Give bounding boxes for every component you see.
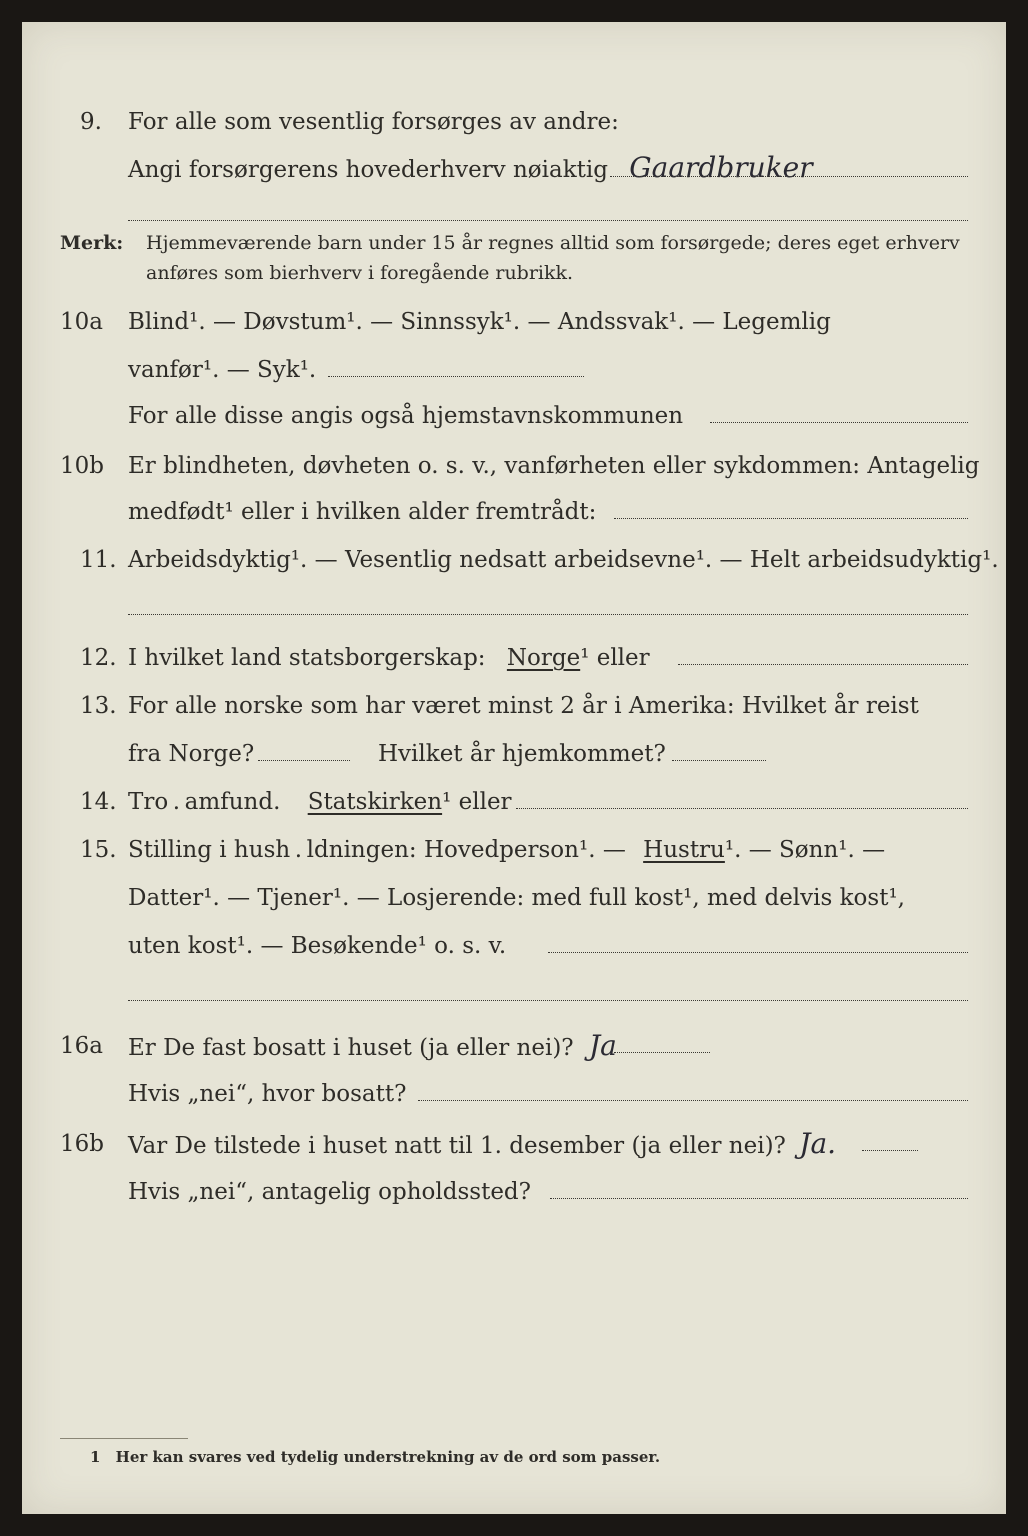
question-number: 13. <box>80 693 117 719</box>
question-text: Var De tilstede i huset natt til 1. desember (ja eller nei)? <box>128 1133 786 1159</box>
footnote-text: Her kan svares ved tydelig understrekning av de ord som passer. <box>115 1448 661 1466</box>
handwritten-answer[interactable]: Ja <box>588 1029 617 1062</box>
answer-line <box>128 614 968 615</box>
question-number: 10a <box>60 309 103 335</box>
question-number: 9. <box>80 109 102 135</box>
question-text: Hvis „nei“, hvor bosatt? <box>128 1081 407 1107</box>
note-text: anføres som bierhverv i foregående rubrikk. <box>146 262 574 284</box>
question-text: ¹ eller <box>442 789 512 815</box>
question-text: For alle disse angis også hjemstavnskommunen <box>128 403 684 429</box>
question-text: Hvilket år hjemkommet? <box>378 741 666 767</box>
handwritten-answer[interactable]: Gaardbruker <box>629 151 813 184</box>
answer-line <box>678 664 968 665</box>
question-text: Tro . amfund. <box>128 789 281 815</box>
question-text: Arbeidsdyktig¹. — Vesentlig nedsatt arbeidsevne¹. — Helt arbeidsudyktig¹. <box>128 547 999 573</box>
question-text: ¹. — Sønn¹. — <box>724 837 886 863</box>
answer-line <box>128 1000 968 1001</box>
answer-line <box>328 376 584 377</box>
handwritten-answer[interactable]: Ja. <box>799 1127 837 1160</box>
answer-line <box>710 422 968 423</box>
footnote-marker: 1 <box>90 1448 101 1466</box>
census-form-page <box>22 22 1006 1514</box>
answer-line <box>128 220 968 221</box>
note-text: Hjemmeværende barn under 15 år regnes alltid som forsørgede; deres eget erhverv <box>146 232 960 254</box>
question-text: Stilling i hush . ldningen: Hovedperson¹. — <box>128 837 626 863</box>
question-text: Datter¹. — Tjener¹. — Losjerende: med full kost¹, med delvis kost¹, <box>128 885 905 911</box>
question-text: vanfør¹. — Syk¹. <box>128 357 317 383</box>
question-text: Blind¹. — Døvstum¹. — Sinnssyk¹. — Andssvak¹. — Legemlig <box>128 309 831 335</box>
question-number: 12. <box>80 645 117 671</box>
question-text: Er blindheten, døvheten o. s. v., vanførheten eller sykdommen: Antagelig <box>128 453 980 479</box>
answer-line <box>672 760 766 761</box>
question-number: 16b <box>60 1131 104 1157</box>
question-number: 11. <box>80 547 117 573</box>
footnote <box>90 1448 660 1466</box>
answer-line <box>258 760 350 761</box>
answer-line <box>610 176 968 177</box>
question-text: Angi forsørgerens hovederhverv nøiaktig <box>128 157 608 183</box>
question-text: uten kost¹. — Besøkende¹ o. s. v. <box>128 933 507 959</box>
underlined-hustru[interactable]: Hustru <box>643 837 725 863</box>
question-number: 16a <box>60 1033 103 1059</box>
footnote-rule <box>60 1438 188 1439</box>
answer-line <box>516 808 968 809</box>
question-text: medfødt¹ eller i hvilken alder fremtrådt: <box>128 499 597 525</box>
question-text: I hvilket land statsborgerskap: <box>128 645 486 671</box>
answer-line <box>548 952 968 953</box>
underlined-statskirken[interactable]: Statskirken <box>307 789 443 815</box>
answer-line <box>418 1100 968 1101</box>
question-number: 14. <box>80 789 117 815</box>
question-text: Hvis „nei“, antagelig opholdssted? <box>128 1179 531 1205</box>
answer-line <box>614 518 968 519</box>
question-number: 10b <box>60 453 104 479</box>
answer-line <box>550 1198 968 1199</box>
question-text: Er De fast bosatt i huset (ja eller nei)? <box>128 1035 574 1061</box>
question-number: 15. <box>80 837 117 863</box>
answer-line <box>614 1052 710 1053</box>
question-text: For alle norske som har været minst 2 år i Amerika: Hvilket år reist <box>128 693 919 719</box>
question-text: For alle som vesentlig forsørges av andre: <box>128 109 619 135</box>
underlined-norge[interactable]: Norge <box>506 645 581 671</box>
question-text: fra Norge? <box>128 741 255 767</box>
question-text: ¹ eller <box>580 645 650 671</box>
answer-line <box>862 1150 918 1151</box>
note-label: Merk: <box>60 232 124 254</box>
